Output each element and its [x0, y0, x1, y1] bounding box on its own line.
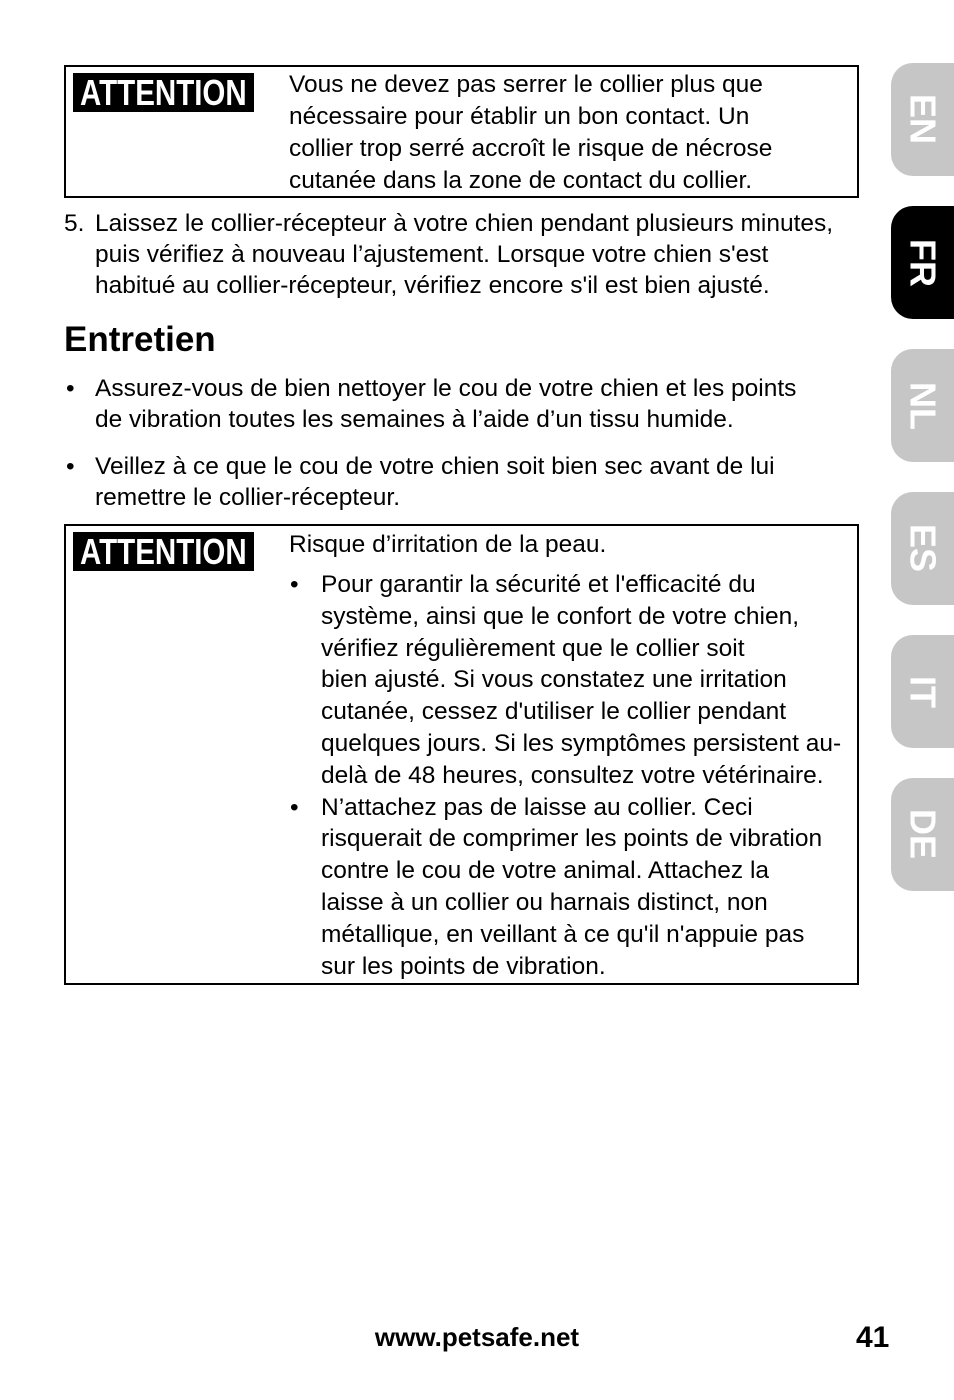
footer-website: www.petsafe.net	[374, 1322, 580, 1352]
language-tab-de	[891, 778, 954, 891]
step-text-line: puis vérifiez à nouveau l’ajustement. Lorsque votre chien s'est	[95, 241, 769, 268]
attention-bullet-list	[289, 569, 841, 982]
bullet-icon: •	[66, 375, 75, 402]
list-item-line: laisse à un collier ou harnais distinct, non	[321, 888, 768, 916]
list-item	[289, 792, 841, 983]
bullet-icon: •	[290, 571, 299, 598]
step-number: 5.	[64, 210, 85, 237]
attention-label	[73, 532, 254, 571]
language-tab-label: IT	[902, 675, 944, 708]
list-item-line: contre le cou de votre animal. Attachez la	[321, 857, 770, 885]
list-item-line: risquerait de comprimer les points de vibration	[321, 825, 823, 853]
attention-message-line: collier trop serré accroît le risque de nécrose	[289, 135, 773, 162]
attention-message-line: nécessaire pour établir un bon contact. Un	[289, 103, 750, 130]
bullet-icon: •	[66, 453, 75, 480]
language-tab-label: ES	[902, 524, 944, 573]
step-5	[64, 208, 833, 301]
list-item-line: N’attachez pas de laisse au collier. Ceci	[321, 793, 753, 821]
bullet-icon: •	[290, 793, 299, 821]
list-item-line: vérifiez régulièrement que le collier soit	[321, 634, 745, 662]
page-number: 41	[856, 1321, 890, 1354]
attention-intro-line: Risque d’irritation de la peau.	[289, 531, 607, 558]
language-tab-label: DE	[902, 809, 944, 860]
list-item-line: bien ajusté. Si vous constatez une irritation	[321, 666, 787, 694]
attention-label	[73, 73, 254, 112]
attention-message-line: cutanée dans la zone de contact du collier.	[289, 167, 753, 194]
section-heading-maintenance: Entretien	[64, 320, 216, 359]
list-item	[289, 569, 841, 792]
list-item-line: remettre le collier-récepteur.	[95, 484, 401, 511]
list-item-line: Veillez à ce que le cou de votre chien soit bien sec avant de lui	[95, 453, 775, 480]
list-item-line: sur les points de vibration.	[321, 952, 606, 980]
attention-intro	[289, 529, 606, 561]
language-tab-es	[891, 492, 954, 605]
list-item-line: cutanée, cessez d'utiliser le collier pendant	[321, 698, 786, 726]
language-tab-en	[891, 63, 954, 176]
list-item-line: de vibration toutes les semaines à l’aide d’un tissu humide.	[95, 406, 734, 433]
attention-box-collar-tightness	[64, 65, 859, 198]
list-item-line: système, ainsi que le confort de votre chien,	[321, 602, 800, 630]
language-tab-it	[891, 635, 954, 748]
language-tab-label: EN	[902, 94, 944, 145]
language-tab-fr	[891, 206, 954, 319]
step-text-line: habitué au collier-récepteur, vérifiez encore s'il est bien ajusté.	[95, 272, 770, 299]
list-item-line: métallique, en veillant à ce qu'il n'appuie pas	[321, 920, 805, 948]
list-item-line: Pour garantir la sécurité et l'efficacité du	[321, 571, 756, 598]
list-item-line: quelques jours. Si les symptômes persistent au-	[321, 729, 842, 757]
attention-box-skin-irritation	[64, 524, 859, 985]
language-tab-nl	[891, 349, 954, 462]
language-tab-label: NL	[902, 381, 944, 430]
step-text-line: Laissez le collier-récepteur à votre chien pendant plusieurs minutes,	[95, 210, 834, 237]
list-item-line: delà de 48 heures, consultez votre vétérinaire.	[321, 761, 824, 789]
language-tab-label: FR	[902, 238, 944, 287]
attention-label-text: ATTENTION	[80, 73, 247, 112]
list-item-line: Assurez-vous de bien nettoyer le cou de votre chien et les points	[95, 375, 797, 402]
attention-message	[289, 69, 772, 197]
list-item	[64, 451, 775, 513]
attention-label-text: ATTENTION	[80, 532, 247, 571]
list-item	[64, 373, 796, 435]
attention-message-line: Vous ne devez pas serrer le collier plus que	[289, 71, 763, 98]
